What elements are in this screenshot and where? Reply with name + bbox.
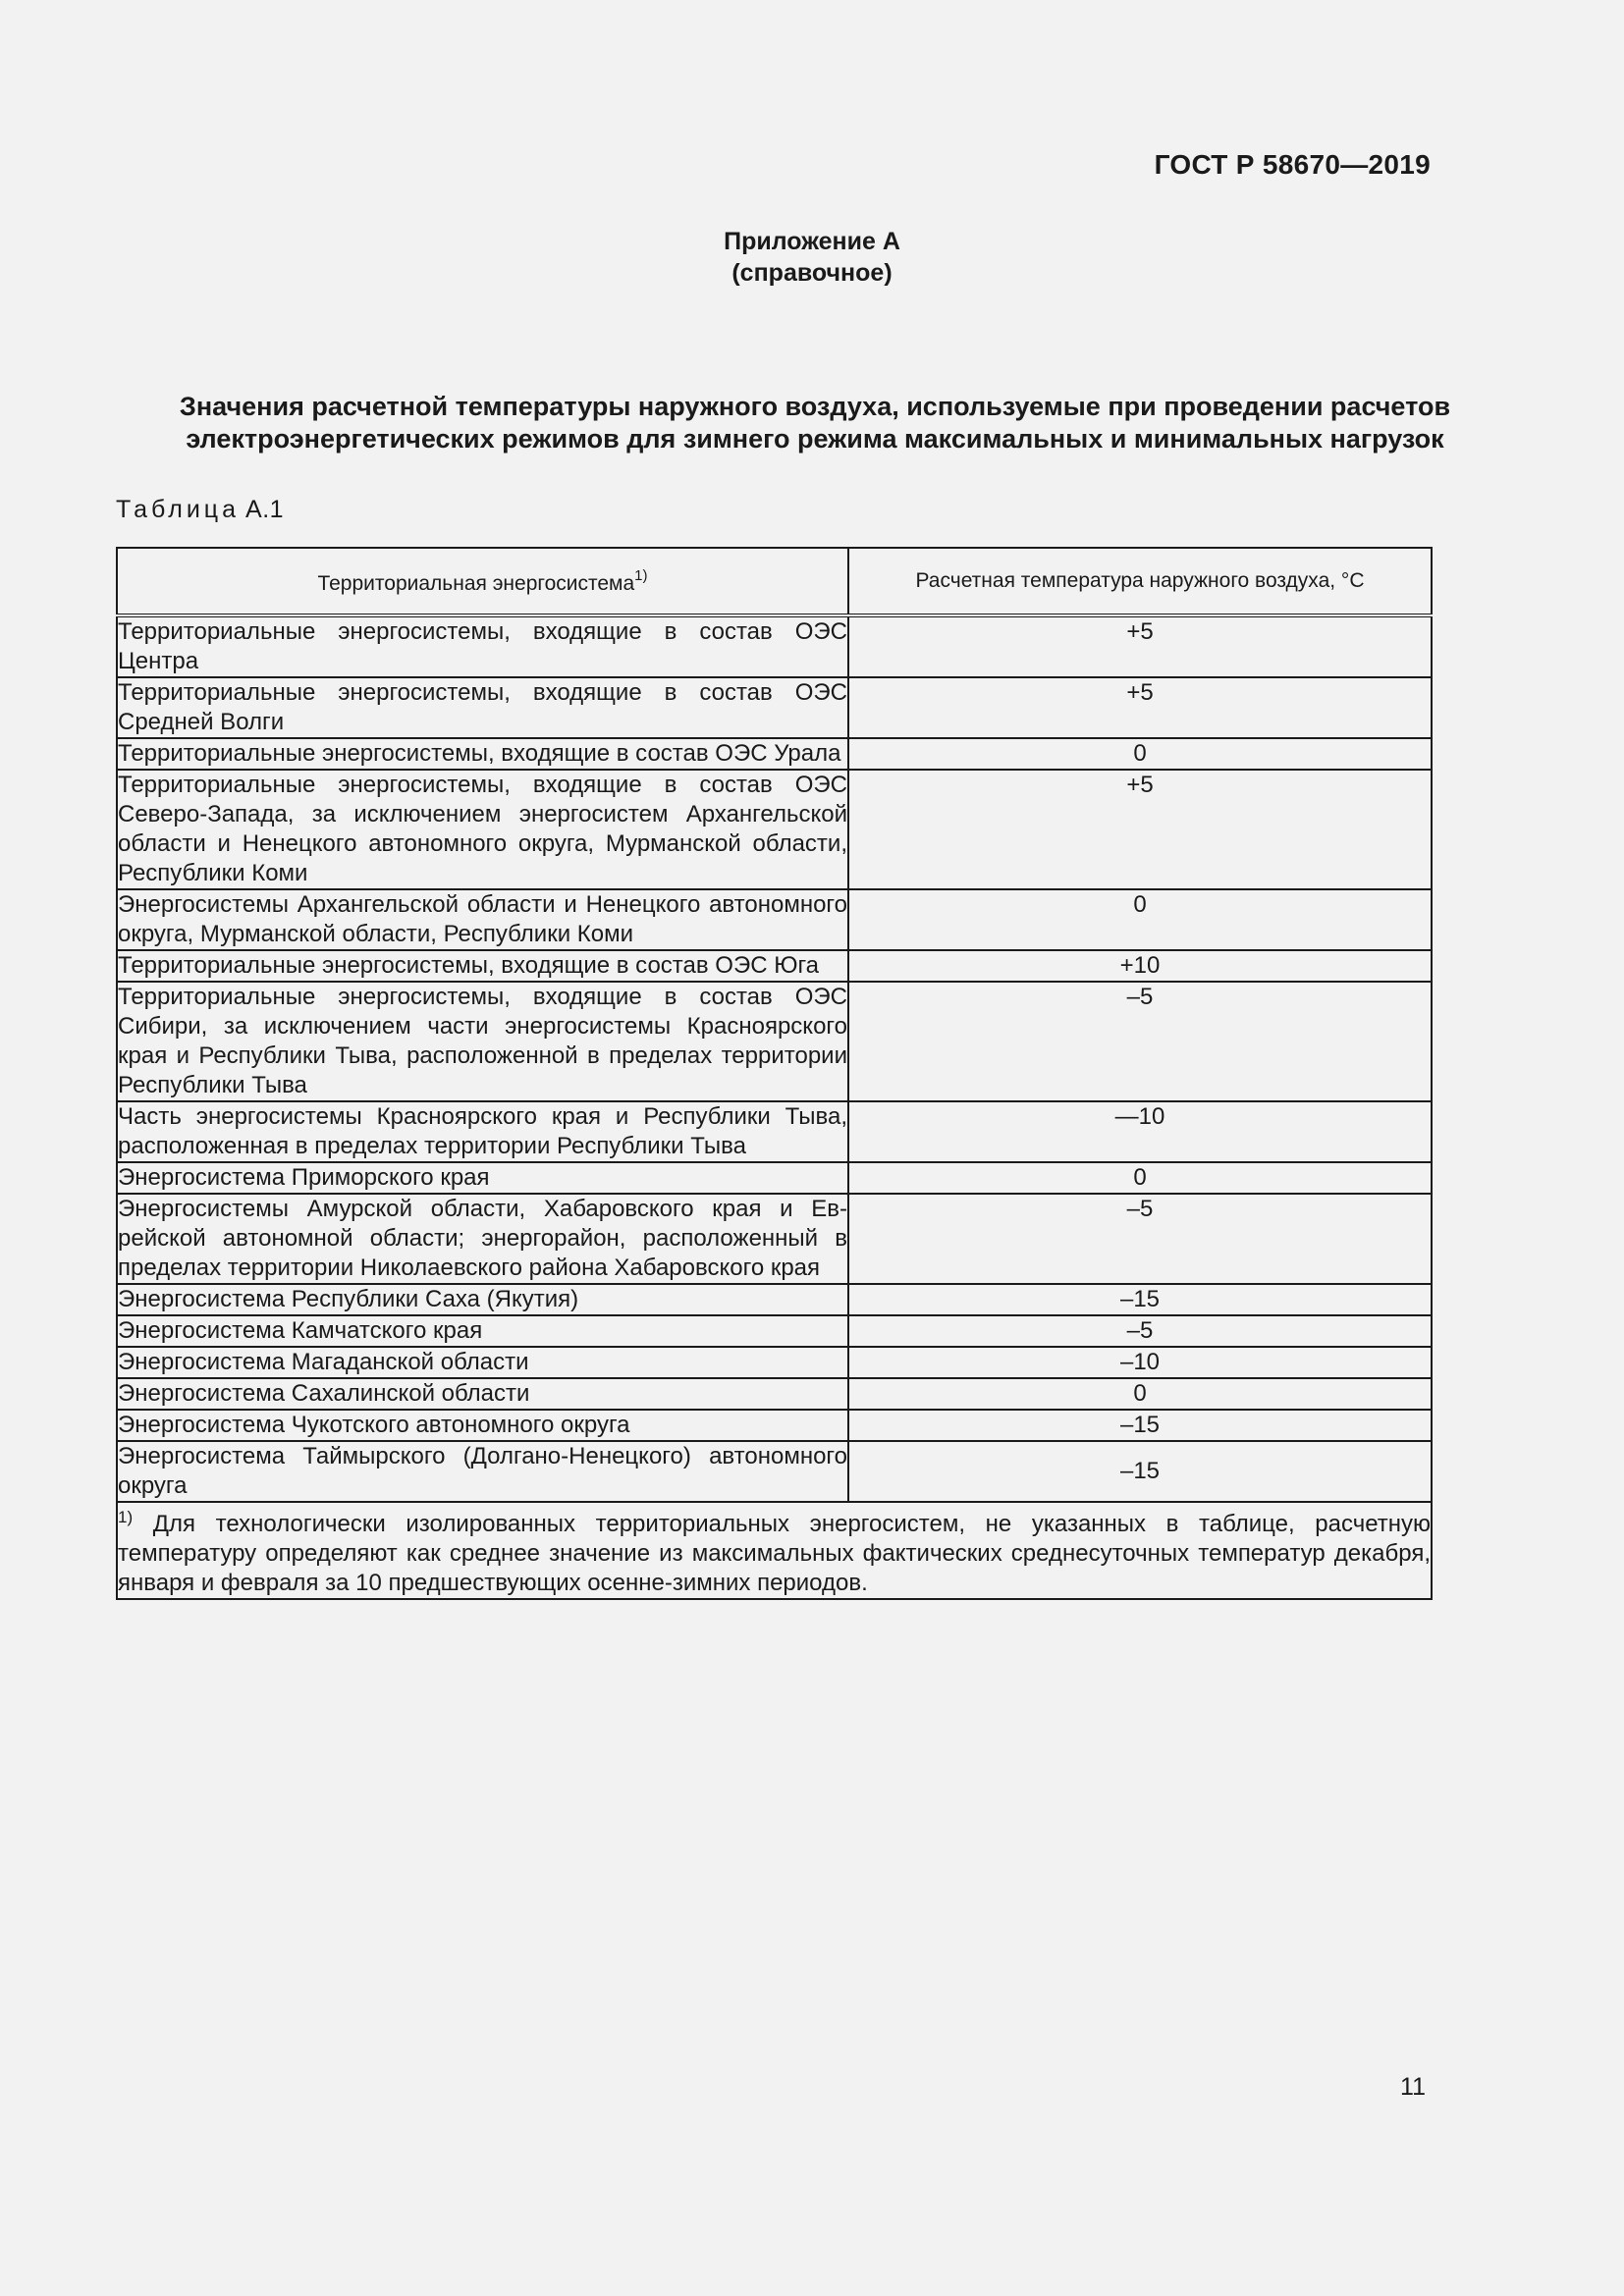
table-row <box>117 950 1432 982</box>
temperature-cell: +5 <box>848 615 1432 677</box>
table-row <box>117 1378 1432 1410</box>
table-caption-label: Таблица <box>116 496 241 523</box>
appendix-subtitle: (справочное) <box>731 259 893 287</box>
table-row <box>117 1284 1432 1315</box>
energy-system-cell: Энергосистемы Архангельской области и Ненецкого автономного округа, Мурманской области, Республики Коми <box>117 889 848 950</box>
energy-system-cell: Энергосистема Таймырского (Долгано-Ненецкого) автономного округа <box>117 1441 848 1502</box>
table-caption <box>116 496 284 524</box>
energy-system-cell: Энергосистема Камчатского края <box>117 1315 848 1347</box>
energy-system-cell: Территориальные энергосистемы, входящие в состав ОЭС Северо-Запада, за исключением энергосистем Архангельской области и Ненецкого автономного округа, Мурманской области, Республики Коми <box>117 770 848 889</box>
temperature-cell: –5 <box>848 982 1432 1101</box>
table-footnote-row <box>117 1502 1432 1599</box>
table-row <box>117 770 1432 889</box>
table-header-row <box>117 548 1432 615</box>
table-caption-number: А.1 <box>245 496 285 523</box>
energy-system-cell: Территориальные энергосистемы, входящие в состав ОЭС Средней Волги <box>117 677 848 738</box>
energy-system-cell: Энергосистема Республики Саха (Якутия) <box>117 1284 848 1315</box>
table-row <box>117 1194 1432 1284</box>
table-row <box>117 1441 1432 1502</box>
temperature-table <box>116 547 1433 1600</box>
main-heading-line-2: электроэнергетических режимов для зимнего режима максимальных и минимальных нагрузок <box>186 424 1444 454</box>
appendix-title <box>0 226 1624 289</box>
column-header-temperature: Расчетная температура наружного воздуха, °C <box>848 548 1432 615</box>
temperature-cell: –5 <box>848 1194 1432 1284</box>
temperature-cell: –10 <box>848 1347 1432 1378</box>
energy-system-cell: Территориальные энергосистемы, входящие в состав ОЭС Сибири, за исключением части энергосистемы Красноярского края и Республики Тыва, расположенной в пределах территории Республики Тыва <box>117 982 848 1101</box>
temperature-cell: –15 <box>848 1410 1432 1441</box>
main-heading-line-1: Значения расчетной температуры наружного воздуха, используемые при проведении расчетов <box>179 392 1451 421</box>
document-code: ГОСТ Р 58670—2019 <box>1154 149 1431 180</box>
energy-system-cell: Энергосистема Сахалинской области <box>117 1378 848 1410</box>
table-row <box>117 1347 1432 1378</box>
temperature-cell: 0 <box>848 738 1432 770</box>
temperature-cell: 0 <box>848 1162 1432 1194</box>
table-row <box>117 1162 1432 1194</box>
page-number: 11 <box>1400 2073 1426 2101</box>
temperature-cell: +5 <box>848 677 1432 738</box>
table-row <box>117 615 1432 677</box>
temperature-cell: –15 <box>848 1284 1432 1315</box>
table-footnote <box>117 1502 1432 1599</box>
temperature-cell: –15 <box>848 1441 1432 1502</box>
footnote-mark: 1) <box>118 1508 134 1526</box>
table-body <box>117 615 1432 1502</box>
temperature-cell: +10 <box>848 950 1432 982</box>
energy-system-cell: Территориальные энергосистемы, входящие в состав ОЭС Урала <box>117 738 848 770</box>
table-row <box>117 889 1432 950</box>
table-row <box>117 1101 1432 1162</box>
energy-system-cell: Часть энергосистемы Красноярского края и Республики Тыва, расположенная в пределах территории Республики Тыва <box>117 1101 848 1162</box>
table-row <box>117 1410 1432 1441</box>
table-row <box>117 677 1432 738</box>
energy-system-cell: Территориальные энергосистемы, входящие в состав ОЭС Центра <box>117 615 848 677</box>
temperature-cell: –5 <box>848 1315 1432 1347</box>
energy-system-cell: Территориальные энергосистемы, входящие в состав ОЭС Юга <box>117 950 848 982</box>
footnote-mark: 1) <box>634 567 648 584</box>
footnote-text: Для технологически изолированных территориальных энергосистем, не указанных в таблице, расчетную температуру определяют как среднее значение из максимальных фактических среднесуточных температур декабря, января и февраля за 10 предшествующих осенне-зимних периодов. <box>118 1511 1432 1596</box>
energy-system-cell: Энергосистема Магаданской области <box>117 1347 848 1378</box>
column-header-system: Территориальная энергосистема$^{1)}$ <box>117 548 848 615</box>
table-row <box>117 738 1432 770</box>
temperature-cell: +5 <box>848 770 1432 889</box>
table-row <box>117 982 1432 1101</box>
temperature-cell: 0 <box>848 889 1432 950</box>
main-heading <box>108 391 1522 455</box>
energy-system-cell: Энергосистема Чукотского автономного округа <box>117 1410 848 1441</box>
energy-system-cell: Энергосистема Приморского края <box>117 1162 848 1194</box>
temperature-cell: —10 <box>848 1101 1432 1162</box>
energy-system-cell: Энергосистемы Амурской области, Хабаровского края и Еврейской автономной области; энергорайон, расположенный в пределах территории Николаевского района Хабаровского края <box>117 1194 848 1284</box>
temperature-cell: 0 <box>848 1378 1432 1410</box>
table-row <box>117 1315 1432 1347</box>
appendix-label: Приложение А <box>724 228 900 255</box>
